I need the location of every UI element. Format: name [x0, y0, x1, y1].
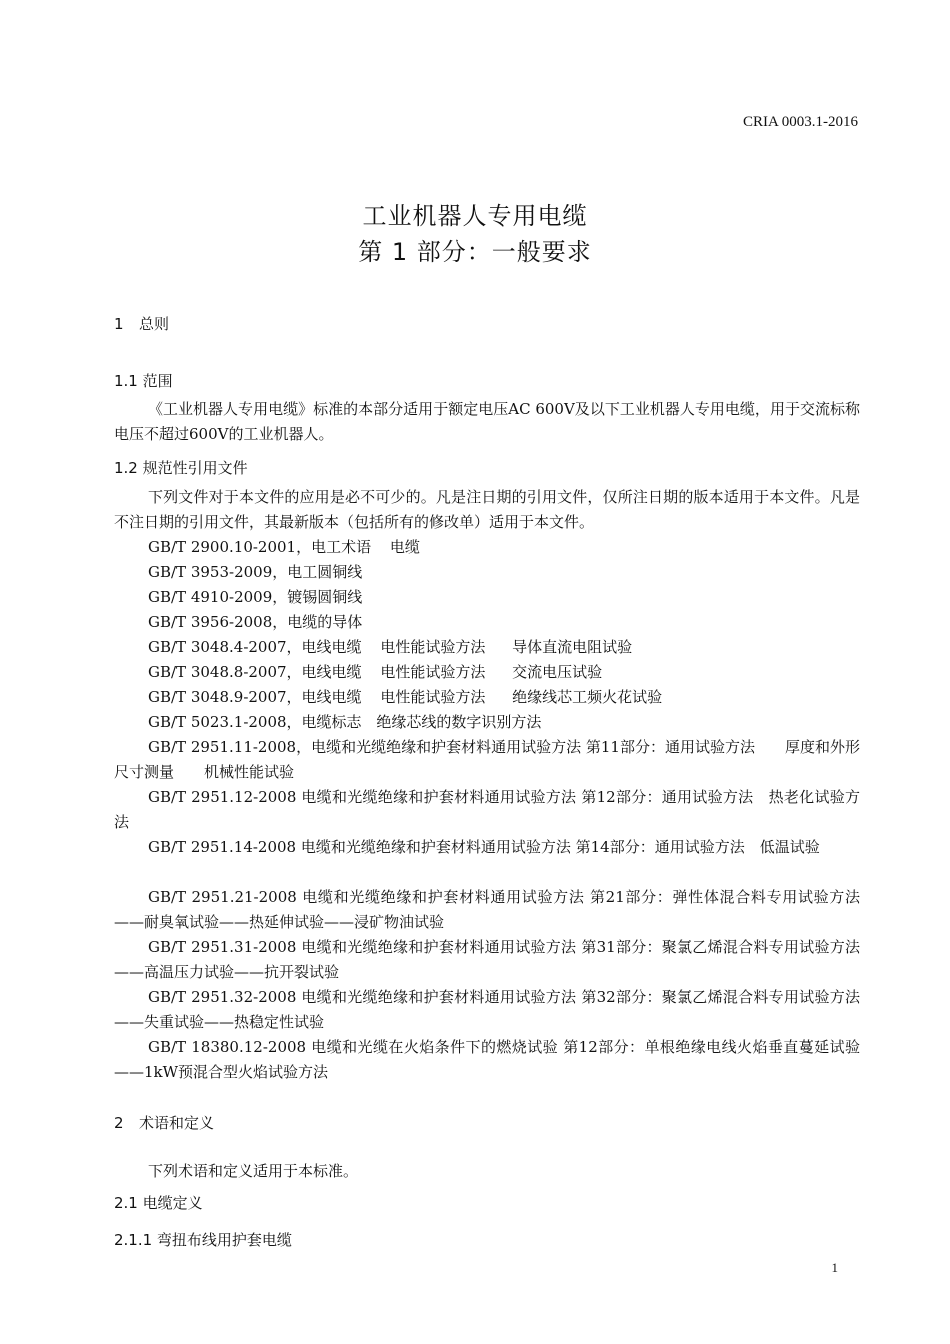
- reference-name: 绝缘芯线的数字识别方法: [376, 713, 542, 731]
- reference-item: [148, 635, 632, 660]
- reference-code: GB/T 4910-2009，镀锡圆铜线: [148, 588, 363, 606]
- scope-paragraph: 《工业机器人专用电缆》标准的本部分适用于额定电压AC 600V及以下工业机器人专用电缆，用于交流标称电压不超过600V的工业机器人。: [114, 400, 860, 443]
- section-2-1-1-heading: 2.1.1 弯扭布线用护套电缆: [114, 1231, 292, 1249]
- reference-code: GB/T 3048.9-2007，电线电缆: [148, 688, 362, 706]
- page-number: 1: [831, 1260, 838, 1275]
- reference-item: GB/T 2951.31-2008 电缆和光缆绝缘和护套材料通用试验方法 第31部分：聚氯乙烯混合料专用试验方法——高温压力试验——抗开裂试验: [114, 938, 860, 981]
- reference-code: GB/T 3048.8-2007，电线电缆: [148, 663, 362, 681]
- reference-item: [148, 585, 362, 610]
- reference-item: GB/T 2951.14-2008 电缆和光缆绝缘和护套材料通用试验方法 第14部分：通用试验方法 低温试验: [148, 838, 820, 856]
- references-intro-paragraph: 下列文件对于本文件的应用是必不可少的。凡是注日期的引用文件，仅所注日期的版本适用于本文件。凡是不注日期的引用文件，其最新版本（包括所有的修改单）适用于本文件。: [114, 488, 860, 531]
- reference-item: GB/T 2951.12-2008 电缆和光缆绝缘和护套材料通用试验方法 第12部分：通用试验方法 热老化试验方法: [114, 788, 860, 831]
- reference-item: [148, 610, 362, 635]
- reference-item: [148, 685, 662, 710]
- reference-name: 电性能试验方法: [380, 663, 486, 681]
- section-1-heading: [114, 313, 169, 334]
- section-2-1-heading: 2.1 电缆定义: [114, 1194, 203, 1212]
- document-number: CRIA 0003.1-2016: [742, 114, 858, 130]
- section-number: 2: [114, 1114, 124, 1132]
- section-1-2-heading: 1.2 规范性引用文件: [114, 459, 248, 477]
- reference-item: [148, 710, 541, 735]
- reference-name: 电性能试验方法: [380, 638, 486, 656]
- reference-code: GB/T 5023.1-2008，电缆标志: [148, 713, 362, 731]
- reference-item: GB/T 2951.11-2008，电缆和光缆绝缘和护套材料通用试验方法 第11部分：通用试验方法 厚度和外形尺寸测量 机械性能试验: [114, 738, 860, 781]
- reference-name: 电性能试验方法: [380, 688, 486, 706]
- reference-item: GB/T 2951.32-2008 电缆和光缆绝缘和护套材料通用试验方法 第32部分：聚氯乙烯混合料专用试验方法——失重试验——热稳定性试验: [114, 988, 860, 1031]
- document-subtitle: 第 1 部分：一般要求: [358, 238, 592, 266]
- section-label: 术语和定义: [139, 1114, 215, 1132]
- section-number: 1: [114, 315, 124, 333]
- reference-code: GB/T 3956-2008，电缆的导体: [148, 613, 363, 631]
- reference-code: GB/T 3953-2009，电工圆铜线: [148, 563, 363, 581]
- terms-intro-paragraph: 下列术语和定义适用于本标准。: [148, 1162, 359, 1180]
- reference-item: [148, 535, 420, 560]
- section-label: 总则: [139, 315, 170, 333]
- reference-code: GB/T 3048.4-2007，电线电缆: [148, 638, 362, 656]
- reference-item: GB/T 2951.21-2008 电缆和光缆绝缘和护套材料通用试验方法 第21部分：弹性体混合料专用试验方法——耐臭氧试验——热延伸试验——浸矿物油试验: [114, 888, 860, 931]
- document-title: 工业机器人专用电缆: [362, 202, 588, 230]
- reference-extra: 交流电压试验: [512, 663, 603, 681]
- reference-name: 电缆: [389, 538, 420, 556]
- reference-item: [148, 660, 602, 685]
- reference-code: GB/T 2900.10-2001，电工术语: [148, 538, 372, 556]
- section-2-heading: [114, 1112, 214, 1133]
- reference-extra: 绝缘线芯工频火花试验: [512, 688, 663, 706]
- reference-extra: 导体直流电阻试验: [512, 638, 633, 656]
- reference-item: GB/T 18380.12-2008 电缆和光缆在火焰条件下的燃烧试验 第12部分：单根绝缘电线火焰垂直蔓延试验——1kW预混合型火焰试验方法: [114, 1038, 860, 1081]
- section-1-1-heading: 1.1 范围: [114, 372, 173, 390]
- reference-item: [148, 560, 362, 585]
